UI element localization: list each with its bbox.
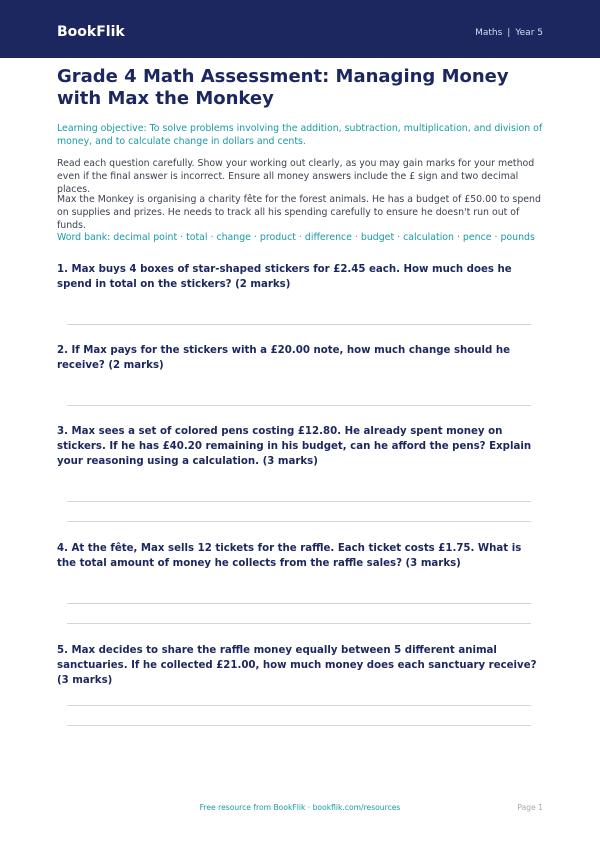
question-1: 1. Max buys 4 boxes of star-shaped stickers for £2.45 each. How much does he spend in total on the stickers? (2 marks): [57, 264, 512, 290]
answer-line[interactable]: [67, 501, 531, 502]
answer-line[interactable]: [67, 324, 531, 325]
question-4: 4. At the fête, Max sells 12 tickets for the raffle. Each ticket costs £1.75. What is the total amount of money he collects from the raffle sales? (3 marks): [57, 543, 522, 569]
year-label: Year 5: [515, 28, 543, 38]
answer-line[interactable]: [67, 603, 531, 604]
answer-line[interactable]: [67, 623, 531, 624]
question-2: 2. If Max pays for the stickers with a £20.00 note, how much change should he receive? (2 marks): [57, 345, 511, 371]
learning-objective: Learning objective: To solve problems involving the addition, subtraction, multiplication, and division of money, and to calculate change in dollars and cents.: [57, 123, 543, 147]
answer-line[interactable]: [67, 521, 531, 522]
scenario-text: Max the Monkey is organising a charity fête for the forest animals. He has a budget of £50.00 to spend on supplies and prizes. He needs to track all his spending carefully to ensure he doesn't run out of funds.: [57, 194, 541, 231]
page-header: [0, 0, 600, 58]
answer-line[interactable]: [67, 405, 531, 406]
instructions-text: Read each question carefully. Show your working out clearly, as you may gain marks for your method even if the final answer is incorrect. Ensure all money answers include the £ sign and two decimal places.: [57, 158, 535, 195]
footer-resource-link[interactable]: Free resource from BookFlik · bookflik.com/resources: [199, 803, 401, 812]
breadcrumb-separator: |: [507, 28, 511, 38]
subject-breadcrumb: [475, 27, 543, 39]
question-3: 3. Max sees a set of colored pens costing £12.80. He already spent money on stickers. If he has £40.20 remaining in his budget, can he afford the pens? Explain your reasoning using a calculation. (3 marks): [57, 426, 532, 467]
subject-label: Maths: [475, 28, 503, 38]
word-bank: Word bank: decimal point · total · change · product · difference · budget · calculation · pence · pounds: [57, 232, 535, 243]
question-5: 5. Max decides to share the raffle money equally between 5 different animal sanctuaries. If he collected £21.00, how much money does each sanctuary receive? (3 marks): [57, 645, 537, 686]
brand-logo: BookFlik: [57, 24, 125, 40]
page-title: Grade 4 Math Assessment: Managing Money with Max the Monkey: [57, 66, 509, 109]
answer-line[interactable]: [67, 725, 531, 726]
page-number: Page 1: [517, 803, 543, 812]
answer-line[interactable]: [67, 705, 531, 706]
